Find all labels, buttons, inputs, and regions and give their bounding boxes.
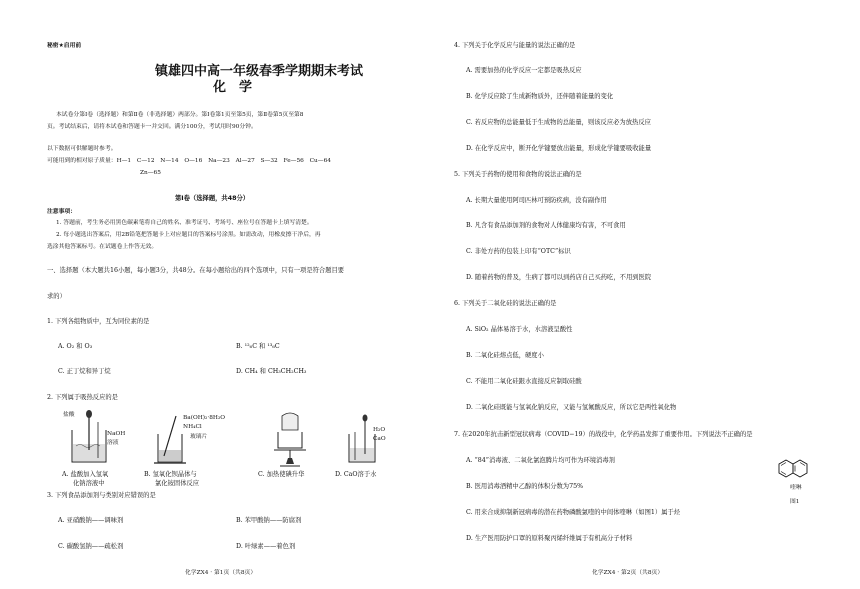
q2b-label-nh4cl: NH₄Cl — [183, 424, 202, 430]
atomic-masses-2: Zn—65 — [140, 170, 161, 176]
page-footer-left: 化学ZX4 · 第1页（共8页） — [185, 570, 257, 576]
q2a-label-solution: 溶液 — [107, 440, 119, 446]
q3-option-c: C. 碳酸氢钠——疏松剂 — [58, 543, 124, 550]
q3-option-a: A. 亚硝酸钠——调味剂 — [58, 517, 124, 524]
q6-option-c: C. 不能用二氧化硅跟水直接反应制取硅酸 — [466, 378, 582, 385]
q2-option-c: C. 加热使碘升华 — [258, 471, 305, 478]
q4-option-b: B. 化学反应除了生成新物质外，还伴随着能量的变化 — [466, 93, 614, 100]
q1-option-b: B. ¹²₆C 和 ¹³₆C — [236, 343, 280, 350]
q3-option-b: B. 苯甲酸钠——防腐剂 — [236, 517, 302, 524]
question-6: 6. 下列关于二氧化硅的说法正确的是 — [454, 300, 557, 307]
note-2b: 选涂其他答案标号。在试题卷上作答无效。 — [47, 244, 158, 250]
exam-title: 镇雄四中高一年级春季学期期末考试 — [155, 64, 364, 79]
quinoline-structure-figure — [775, 455, 819, 483]
q7-option-d: D. 生产医用防护口罩的原料聚丙烯纤维属于有机高分子材料 — [466, 535, 633, 542]
q2b-label-glass: 玻璃片 — [190, 434, 208, 440]
q5-option-d: D. 随着药物的普及，生病了都可以到药店自己买药吃，不用到医院 — [466, 274, 652, 281]
question-3: 3. 下列食品添加剂与类别对应错误的是 — [47, 492, 156, 499]
section1-title: 第Ⅰ卷（选择题，共48分） — [175, 195, 250, 202]
question-1: 1. 下列各组物质中，互为同位素的是 — [47, 318, 150, 325]
q2-option-d: D. CaO溶于水 — [335, 471, 377, 478]
q1-option-c: C. 正丁烷和异丁烷 — [58, 368, 111, 375]
q7-option-c: C. 用来合成抑制新冠病毒的潜在药物磷酸氯喹的中间体喹啉（如图1）属于烃 — [466, 509, 681, 516]
q2a-label-acid: 盐酸 — [63, 412, 75, 418]
q6-option-b: B. 二氧化硅熔点低，硬度小 — [466, 352, 544, 359]
q2-option-a: A. 盐酸加入氢氧 — [62, 471, 109, 478]
q2b-label-baoh2: Ba(OH)₂·8H₂O — [183, 415, 226, 421]
q1-option-d: D. CH₄ 和 CH₃CH₂CH₃ — [236, 368, 307, 375]
q6-option-d: D. 二氧化硅既能与氢氧化钠反应，又能与氢氟酸反应，所以它是两性氧化物 — [466, 404, 677, 411]
q2d-label-water: H₂O — [373, 427, 386, 433]
quinoline-name: 喹啉 — [790, 485, 802, 491]
page-footer-right: 化学ZX4 · 第2页（共8页） — [592, 570, 664, 576]
q2a-label-naoh: NaOH — [107, 431, 126, 437]
q2-option-a-2: 化钠溶液中 — [73, 480, 105, 487]
secret-label: 秘密★启用前 — [47, 43, 82, 49]
q4-option-a: A. 需要加热的化学反应一定都是吸热反应 — [466, 67, 582, 74]
atomic-masses: 可能用到的相对原子质量：H—1 C—12 N—14 O—16 Na—23 Al—27 S—32 Fe—56 Cu—64 — [47, 158, 331, 164]
q2d-label-cao: CaO — [373, 436, 386, 442]
q7-option-a: A. “84”消毒液、二氧化氯泡腾片均可作为环境消毒剂 — [466, 457, 615, 464]
choice-title: 一、选择题（本大题共16小题，每小题3分，共48分。在每小题给出的四个选项中，只有一项是符合题目要 — [47, 267, 345, 274]
intro-line-1: 本试卷分第Ⅰ卷（选择题）和第Ⅱ卷（非选择题）两部分。第Ⅰ卷第1页至第5页，第Ⅱ卷第5页至第8 — [56, 112, 304, 118]
q1-option-a: A. O₂ 和 O₃ — [58, 343, 93, 350]
question-5: 5. 下列关于药物的使用和食物的说法正确的是 — [454, 171, 582, 178]
notes-title: 注意事项： — [47, 209, 76, 215]
q6-option-a: A. SiO₂ 晶体易溶于水，水溶液呈酸性 — [466, 326, 573, 333]
q4-option-c: C. 若反应物的总能量低于生成物的总能量，则该反应必为放热反应 — [466, 119, 651, 126]
q3-option-d: D. 叶绿素——着色剂 — [236, 543, 296, 550]
q2-option-b-2: 氯化铵固体反应 — [155, 480, 200, 487]
question-2: 2. 下列属于吸热反应的是 — [47, 394, 118, 401]
q7-option-b: B. 医用消毒酒精中乙醇的体积分数为75% — [466, 483, 584, 490]
q2-option-b: B. 氢氧化钡晶体与 — [144, 471, 197, 478]
note-1: 1. 答题前，考生务必用黑色碳素笔将自己的姓名、准考证号、考场号、座位号在答题卡上填写清楚。 — [56, 220, 313, 226]
note-2a: 2. 每小题选出答案后，用2B铅笔把答题卡上对应题目的答案标号涂黑。如需改动，用橡皮擦干净后，再 — [56, 232, 321, 238]
data-note: 以下数据可供解题时参考。 — [47, 146, 117, 152]
apparatus-c-figure — [270, 408, 310, 468]
q5-option-b: B. 凡含有食品添加剂的食物对人体健康均有害，不可食用 — [466, 222, 626, 229]
question-7: 7. 在2020年抗击新型冠状病毒（COVID−19）的战役中，化学药品发挥了重要作用。下列说法不正确的是 — [454, 431, 753, 438]
choice-title-2: 求的） — [47, 293, 66, 300]
q4-option-d: D. 在化学反应中，断开化学键要放出能量，形成化学键要吸收能量 — [466, 145, 652, 152]
q5-option-c: C. 非处方药的包装上印有“OTC”标识 — [466, 248, 571, 255]
figure-1-label: 图1 — [790, 499, 800, 505]
question-4: 4. 下列关于化学反应与能量的说法正确的是 — [454, 42, 576, 49]
q5-option-a: A. 长期大量使用阿司匹林可预防疾病，没有副作用 — [466, 197, 607, 204]
intro-line-2: 页。考试结束后，请将本试卷和答题卡一并交回。满分100分，考试用时90分钟。 — [47, 124, 257, 130]
subject-title: 化 学 — [213, 80, 253, 95]
